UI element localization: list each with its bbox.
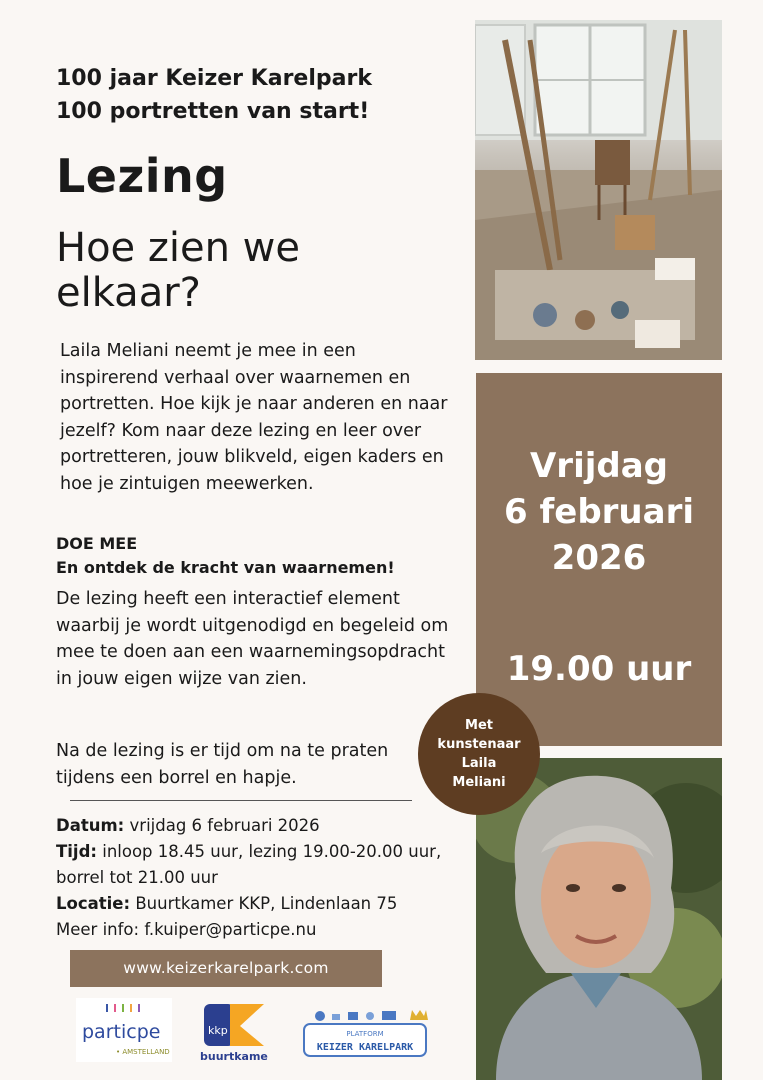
platform-keizer-karelpark-logo [298,1008,434,1064]
website-link[interactable]: www.keizerkarelpark.com [70,950,382,987]
artist-portrait-photo [476,758,722,1080]
particpe-logo-sub: • AMSTELLAND [116,1048,170,1056]
artist-line3: Laila [461,756,497,771]
date-text [476,443,722,581]
doe-mee-subtitle: En ontdek de kracht van waarnemen! [56,558,395,577]
detail-info: Meer info: f.kuiper@particpe.nu [56,920,317,939]
platform-logo-name: KEIZER KARELPARK [316,1042,414,1053]
studio-illustration [475,20,722,360]
doe-mee-text: De lezing heeft een interactief element waarbij je wordt uitgenodigd en begeleid om mee te doen aan een waarnemingsopdracht in jouw eigen wijze van zien. [56,589,449,689]
artist-line2: kunstenaar [437,737,521,752]
particpe-logo-text: particpe [82,1021,161,1043]
date-year: 2026 [551,538,647,578]
locatie-label: Locatie: [56,894,131,913]
after-text: Na de lezing is er tijd om na te praten tijdens een borrel en hapje. [56,741,389,788]
kkp-logo-short: kkp [208,1024,228,1037]
intro-text: Laila Meliani neemt je mee in een inspirerend verhaal over waarnemen en portretten. Hoe kijk je naar anderen en naar jezelf? Kom naar deze lezing en leer over portretteren, jouw blikveld, eigen kaders en hoe je zintuigen meewerken. [60,341,448,494]
page-title: Lezing [56,149,228,203]
kkp-logo-mark [200,1002,268,1064]
headline-line2: 100 portretten van start! [56,99,370,124]
artist-badge-text [429,716,529,792]
detail-locatie [56,891,456,917]
platform-logo-top: PLATFORM [346,1030,384,1038]
studio-photo [475,20,722,360]
headline-line1: 100 jaar Keizer Karelpark [56,66,372,91]
date-box [476,373,722,746]
artist-line4: Meliani [452,775,506,790]
locatie-value: Buurtkamer KKP, Lindenlaan 75 [135,894,398,913]
doe-mee-title: DOE MEE [56,534,138,553]
tijd-value: inloop 18.45 uur, lezing 19.00-20.00 uur, borrel tot 21.00 uur [56,842,442,887]
date-time: 19.00 uur [506,649,692,689]
doe-mee-heading [56,532,395,580]
divider [70,800,412,801]
particpe-logo [76,998,172,1062]
datum-label: Datum: [56,816,125,835]
event-details [56,813,456,943]
artist-badge [418,693,540,815]
particpe-logo-mark [76,998,172,1062]
datum-value: vrijdag 6 februari 2026 [129,816,320,835]
date-day: Vrijdag [529,446,668,486]
date-date: 6 februari [503,492,695,532]
artist-line1: Met [465,718,493,733]
tijd-label: Tijd: [56,842,97,861]
portrait-illustration [476,758,722,1080]
question-heading: Hoe zien we elkaar? [56,225,300,316]
kkp-logo-name: buurtkamer [200,1050,268,1063]
headline [56,62,372,128]
kkp-buurtkamer-logo [200,1002,268,1064]
platform-logo-mark [298,1008,434,1064]
detail-tijd [56,839,456,891]
detail-datum [56,813,456,839]
